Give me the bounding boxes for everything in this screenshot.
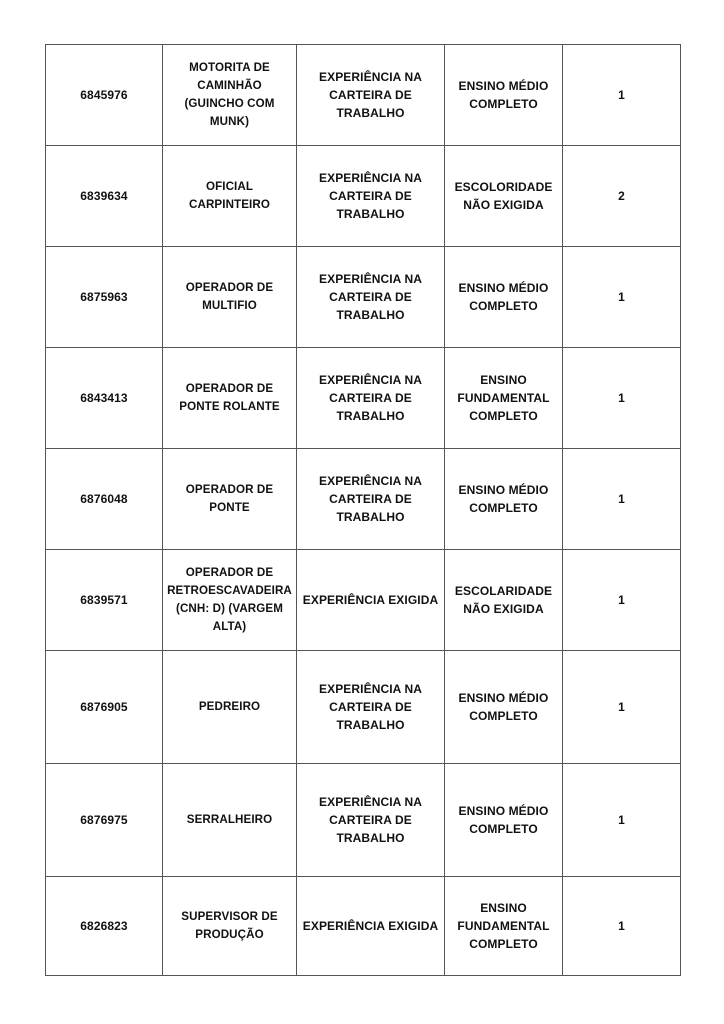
job-code: 6839571 bbox=[46, 550, 163, 651]
vacancy-count: 1 bbox=[563, 45, 681, 146]
experience-requirement: EXPERIÊNCIA NA CARTEIRA DE TRABALHO bbox=[297, 247, 445, 348]
occupation: MOTORITA DE CAMINHÃO (GUINCHO COM MUNK) bbox=[163, 45, 297, 146]
occupation: OPERADOR DE PONTE ROLANTE bbox=[163, 348, 297, 449]
education-requirement: ENSINO MÉDIO COMPLETO bbox=[445, 651, 563, 764]
vacancy-count: 2 bbox=[563, 146, 681, 247]
occupation: PEDREIRO bbox=[163, 651, 297, 764]
job-code: 6843413 bbox=[46, 348, 163, 449]
education-requirement: ENSINO MÉDIO COMPLETO bbox=[445, 247, 563, 348]
education-requirement: ENSINO MÉDIO COMPLETO bbox=[445, 449, 563, 550]
job-vacancies-table bbox=[45, 44, 681, 976]
education-requirement: ENSINO FUNDAMENTAL COMPLETO bbox=[445, 348, 563, 449]
vacancy-count: 1 bbox=[563, 764, 681, 877]
occupation: OFICIAL CARPINTEIRO bbox=[163, 146, 297, 247]
vacancy-count: 1 bbox=[563, 877, 681, 976]
vacancy-count: 1 bbox=[563, 550, 681, 651]
experience-requirement: EXPERIÊNCIA NA CARTEIRA DE TRABALHO bbox=[297, 348, 445, 449]
vacancy-count: 1 bbox=[563, 651, 681, 764]
job-code: 6845976 bbox=[46, 45, 163, 146]
job-code: 6875963 bbox=[46, 247, 163, 348]
table-row bbox=[46, 449, 681, 550]
occupation: SUPERVISOR DE PRODUÇÃO bbox=[163, 877, 297, 976]
table-row bbox=[46, 651, 681, 764]
job-code: 6876905 bbox=[46, 651, 163, 764]
job-code: 6839634 bbox=[46, 146, 163, 247]
vacancy-count: 1 bbox=[563, 449, 681, 550]
experience-requirement: EXPERIÊNCIA NA CARTEIRA DE TRABALHO bbox=[297, 146, 445, 247]
education-requirement: ENSINO MÉDIO COMPLETO bbox=[445, 764, 563, 877]
occupation: OPERADOR DE PONTE bbox=[163, 449, 297, 550]
table-row bbox=[46, 764, 681, 877]
experience-requirement: EXPERIÊNCIA EXIGIDA bbox=[297, 550, 445, 651]
education-requirement: ENSINO FUNDAMENTAL COMPLETO bbox=[445, 877, 563, 976]
occupation: OPERADOR DE RETROESCAVADEIRA (CNH: D) (VARGEM ALTA) bbox=[163, 550, 297, 651]
education-requirement: ENSINO MÉDIO COMPLETO bbox=[445, 45, 563, 146]
occupation: OPERADOR DE MULTIFIO bbox=[163, 247, 297, 348]
education-requirement: ESCOLARIDADE NÃO EXIGIDA bbox=[445, 550, 563, 651]
experience-requirement: EXPERIÊNCIA NA CARTEIRA DE TRABALHO bbox=[297, 45, 445, 146]
education-requirement: ESCOLORIDADE NÃO EXIGIDA bbox=[445, 146, 563, 247]
job-code: 6826823 bbox=[46, 877, 163, 976]
job-code: 6876975 bbox=[46, 764, 163, 877]
table-row bbox=[46, 45, 681, 146]
experience-requirement: EXPERIÊNCIA EXIGIDA bbox=[297, 877, 445, 976]
table-row bbox=[46, 146, 681, 247]
vacancy-count: 1 bbox=[563, 348, 681, 449]
experience-requirement: EXPERIÊNCIA NA CARTEIRA DE TRABALHO bbox=[297, 764, 445, 877]
job-code: 6876048 bbox=[46, 449, 163, 550]
table-row bbox=[46, 348, 681, 449]
occupation: SERRALHEIRO bbox=[163, 764, 297, 877]
table-row bbox=[46, 550, 681, 651]
experience-requirement: EXPERIÊNCIA NA CARTEIRA DE TRABALHO bbox=[297, 651, 445, 764]
table-row bbox=[46, 247, 681, 348]
table-row bbox=[46, 877, 681, 976]
experience-requirement: EXPERIÊNCIA NA CARTEIRA DE TRABALHO bbox=[297, 449, 445, 550]
vacancy-count: 1 bbox=[563, 247, 681, 348]
